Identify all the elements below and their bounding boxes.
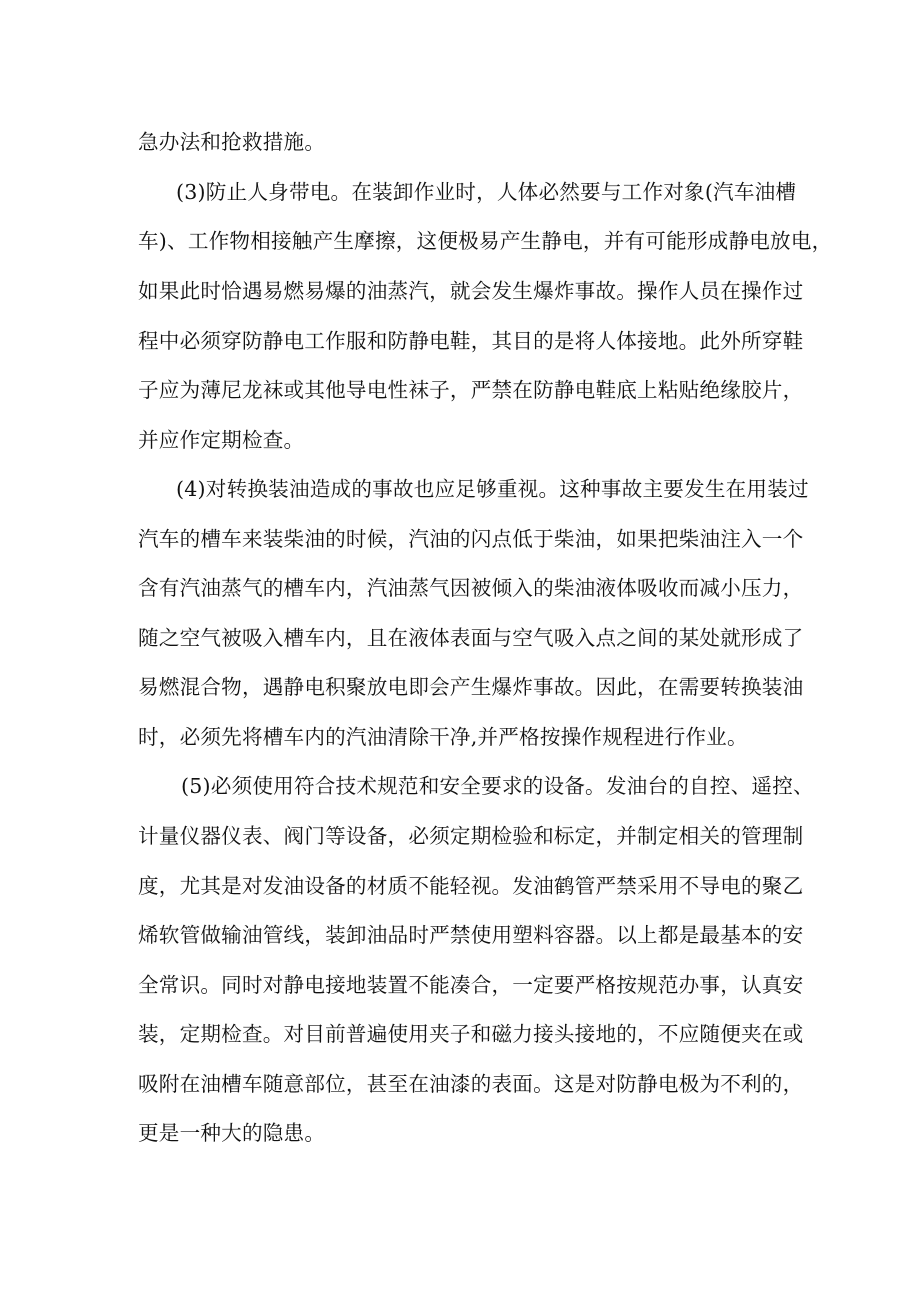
paragraph-4-line-6: 时，必须先将槽车内的汽油清除干净,并严格按操作规程进行作业。	[138, 725, 748, 749]
paragraph-3-line-4: 程中必须穿防静电工作服和防静电鞋，其目的是将人体接地。此外所穿鞋	[138, 329, 804, 353]
paragraph-5-line-3: 度，尤其是对发油设备的材质不能轻视。发油鹤管严禁采用不导电的聚乙	[138, 874, 804, 898]
paragraph-5-line-7: 吸附在油槽车随意部位，甚至在油漆的表面。这是对防静电极为不利的，	[138, 1072, 804, 1096]
paragraph-5-line-4: 烯软管做输油管线，装卸油品时严禁使用塑料容器。以上都是最基本的安	[138, 923, 804, 947]
paragraph-4-line-2: 汽车的槽车来装柴油的时候，汽油的闪点低于柴油，如果把柴油注入一个	[138, 527, 804, 551]
paragraph-3-line-1: (3)防止人身带电。在装卸作业时，人体必然要与工作对象(汽车油槽	[176, 180, 797, 204]
paragraph-5-line-1: (5)必须使用符合技术规范和安全要求的设备。发油台的自控、遥控、	[181, 774, 814, 798]
paragraph-4-line-1: (4)对转换装油造成的事故也应足够重视。这种事故主要发生在用装过	[176, 477, 809, 501]
paragraph-5-line-6: 装，定期检查。对目前普遍使用夹子和磁力接头接地的，不应随便夹在或	[138, 1022, 804, 1046]
paragraph-3-line-5: 子应为薄尼龙袜或其他导电性袜子，严禁在防静电鞋底上粘贴绝缘胶片，	[138, 378, 804, 402]
paragraph-5-line-5: 全常识。同时对静电接地装置不能凑合，一定要严格按规范办事，认真安	[138, 973, 804, 997]
paragraph-5-line-2: 计量仪器仪表、阀门等设备，必须定期检验和标定，并制定相关的管理制	[138, 824, 804, 848]
paragraph-4-line-5: 易燃混合物，遇静电积聚放电即会产生爆炸事故。因此，在需要转换装油	[138, 675, 804, 699]
paragraph-4-line-3: 含有汽油蒸气的槽车内，汽油蒸气因被倾入的柴油液体吸收而减小压力，	[138, 576, 804, 600]
paragraph-3-line-3: 如果此时恰遇易燃易爆的油蒸汽，就会发生爆炸事故。操作人员在操作过	[138, 279, 804, 303]
paragraph-4-line-4: 随之空气被吸入槽车内，且在液体表面与空气吸入点之间的某处就形成了	[138, 626, 804, 650]
paragraph-3-line-2: 车)、工作物相接触产生摩擦，这便极易产生静电，并有可能形成静电放电，	[138, 229, 833, 253]
paragraph-continuation-line-1: 急办法和抢救措施。	[138, 130, 326, 154]
paragraph-3-line-6: 并应作定期检查。	[138, 428, 305, 452]
paragraph-5-line-8: 更是一种大的隐患。	[138, 1121, 326, 1145]
